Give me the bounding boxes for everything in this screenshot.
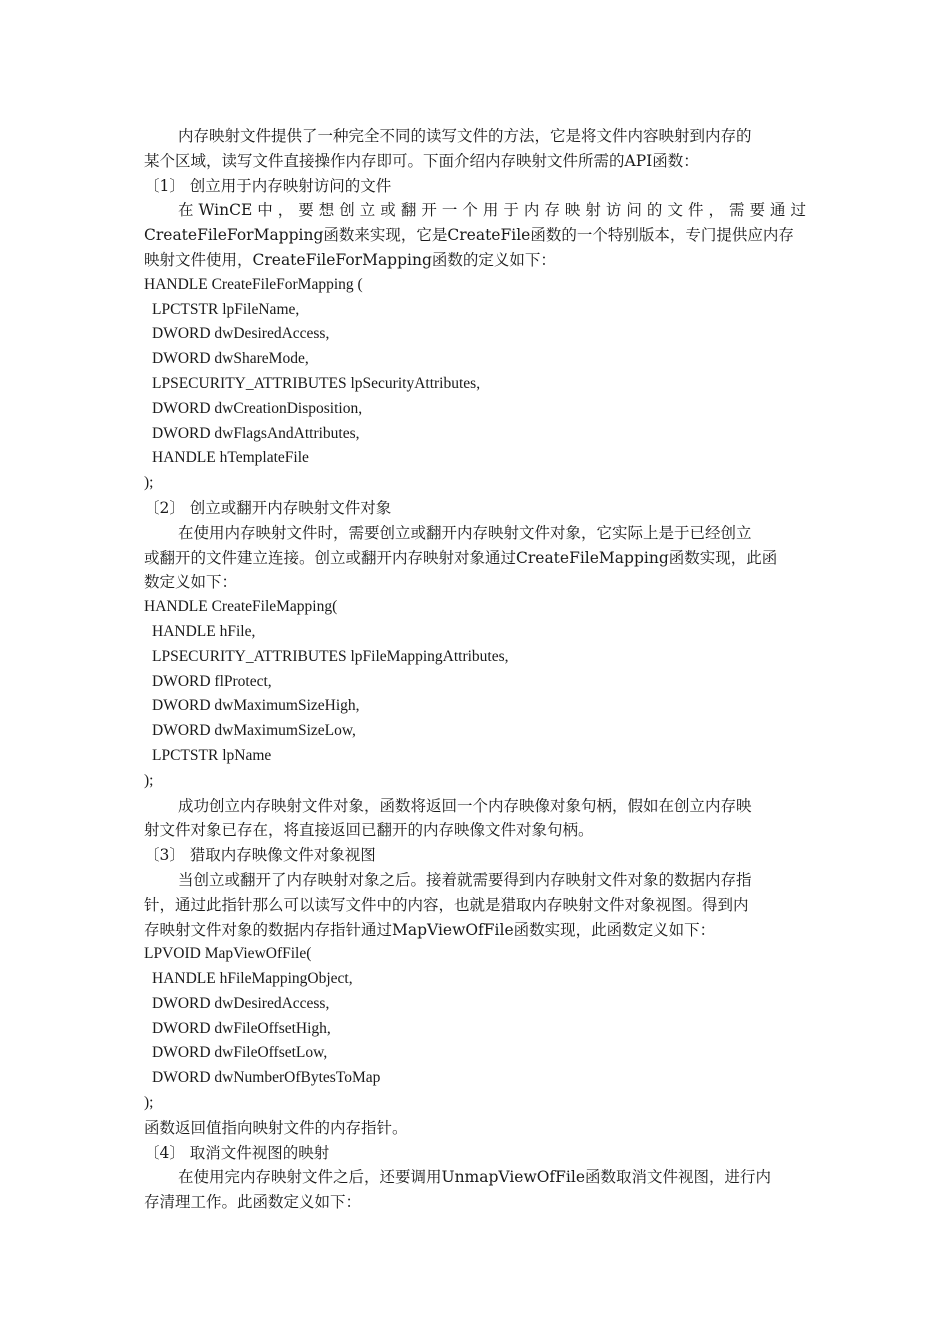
code-line: ); xyxy=(144,474,154,492)
paragraph-line: 存映射文件对象的数据内存指针通过MapViewOfFile函数实现，此函数定义如下： xyxy=(144,920,716,939)
code-parameter-line: DWORD dwMaximumSizeHigh, xyxy=(152,697,360,715)
code-parameter-line: LPCTSTR lpFileName, xyxy=(152,300,300,318)
code-parameter-line: DWORD dwDesiredAccess, xyxy=(152,325,330,343)
paragraph-line: 在使用内存映射文件时，需要创立或翻开内存映射文件对象，它实际上是于已经创立 xyxy=(178,523,752,542)
paragraph-line: CreateFileForMapping函数来实现，它是CreateFile函数的一个特别版本，专门提供应内存 xyxy=(144,226,794,245)
section-heading: 〔3〕 猎取内存映像文件对象视图 xyxy=(144,846,376,865)
paragraph-line: 函数返回值指向映射文件的内存指针。 xyxy=(144,1118,408,1137)
code-line: LPVOID MapViewOfFile( xyxy=(144,945,312,963)
paragraph-line: 在使用完内存映射文件之后，还要调用UnmapViewOfFile函数取消文件视图，进行内 xyxy=(178,1168,772,1187)
paragraph-line: 或翻开的文件建立连接。创立或翻开内存映射对象通过CreateFileMapping函数实现，此函 xyxy=(144,548,778,567)
section-heading: 〔1〕 创立用于内存映射访问的文件 xyxy=(144,176,392,195)
code-parameter-line: HANDLE hFileMappingObject, xyxy=(152,970,353,988)
paragraph-line: 存清理工作。此函数定义如下： xyxy=(144,1193,362,1212)
paragraph-line: 成功创立内存映射文件对象，函数将返回一个内存映像对象句柄，假如在创立内存映 xyxy=(178,796,752,815)
code-parameter-line: LPCTSTR lpName xyxy=(152,746,272,764)
paragraph-line: 针，通过此指针那么可以读写文件中的内容，也就是猎取内存映射文件对象视图。得到内 xyxy=(144,895,749,914)
code-parameter-line: HANDLE hTemplateFile xyxy=(152,449,309,467)
code-parameter-line: DWORD flProtect, xyxy=(152,672,272,690)
code-parameter-line: DWORD dwFlagsAndAttributes, xyxy=(152,424,360,442)
code-parameter-line: LPSECURITY_ATTRIBUTES lpSecurityAttributes, xyxy=(152,374,481,392)
paragraph-line: 某个区域，读写文件直接操作内存即可。下面介绍内存映射文件所需的API函数： xyxy=(144,151,699,170)
code-parameter-line: HANDLE hFile, xyxy=(152,622,256,640)
paragraph-line: 当创立或翻开了内存映射对象之后。接着就需要得到内存映射文件对象的数据内存指 xyxy=(178,870,752,889)
paragraph-line: 内存映射文件提供了一种完全不同的读写文件的方法，它是将文件内容映射到内存的 xyxy=(178,127,752,145)
code-parameter-line: DWORD dwMaximumSizeLow, xyxy=(152,722,356,740)
code-line: ); xyxy=(144,1094,154,1112)
paragraph-line: 射文件对象已存在，将直接返回已翻开的内存映像文件对象句柄。 xyxy=(144,821,594,840)
section-heading: 〔4〕 取消文件视图的映射 xyxy=(144,1143,330,1162)
section-heading: 〔2〕 创立或翻开内存映射文件对象 xyxy=(144,498,392,517)
code-parameter-line: DWORD dwFileOffsetHigh, xyxy=(152,1019,331,1037)
code-line: ); xyxy=(144,771,154,789)
code-parameter-line: DWORD dwFileOffsetLow, xyxy=(152,1044,328,1062)
code-parameter-line: DWORD dwDesiredAccess, xyxy=(152,994,330,1012)
code-parameter-line: DWORD dwCreationDisposition, xyxy=(152,399,363,417)
code-line: HANDLE CreateFileMapping( xyxy=(144,598,338,616)
paragraph-line: 数定义如下： xyxy=(144,573,238,592)
code-parameter-line: LPSECURITY_ATTRIBUTES lpFileMappingAttributes, xyxy=(152,647,509,665)
code-parameter-line: DWORD dwNumberOfBytesToMap xyxy=(152,1069,381,1087)
paragraph-line: 映射文件使用，CreateFileForMapping函数的定义如下： xyxy=(144,250,556,269)
code-parameter-line: DWORD dwShareMode, xyxy=(152,350,309,368)
code-line: HANDLE CreateFileForMapping ( xyxy=(144,275,363,293)
paragraph-line: 在 WinCE 中 ， 要 想 创 立 或 翻 开 一 个 用 于 内 存 映 射 访 问 的 文 件 ， 需 要 通 过 xyxy=(178,201,806,220)
document-body xyxy=(144,124,806,1215)
